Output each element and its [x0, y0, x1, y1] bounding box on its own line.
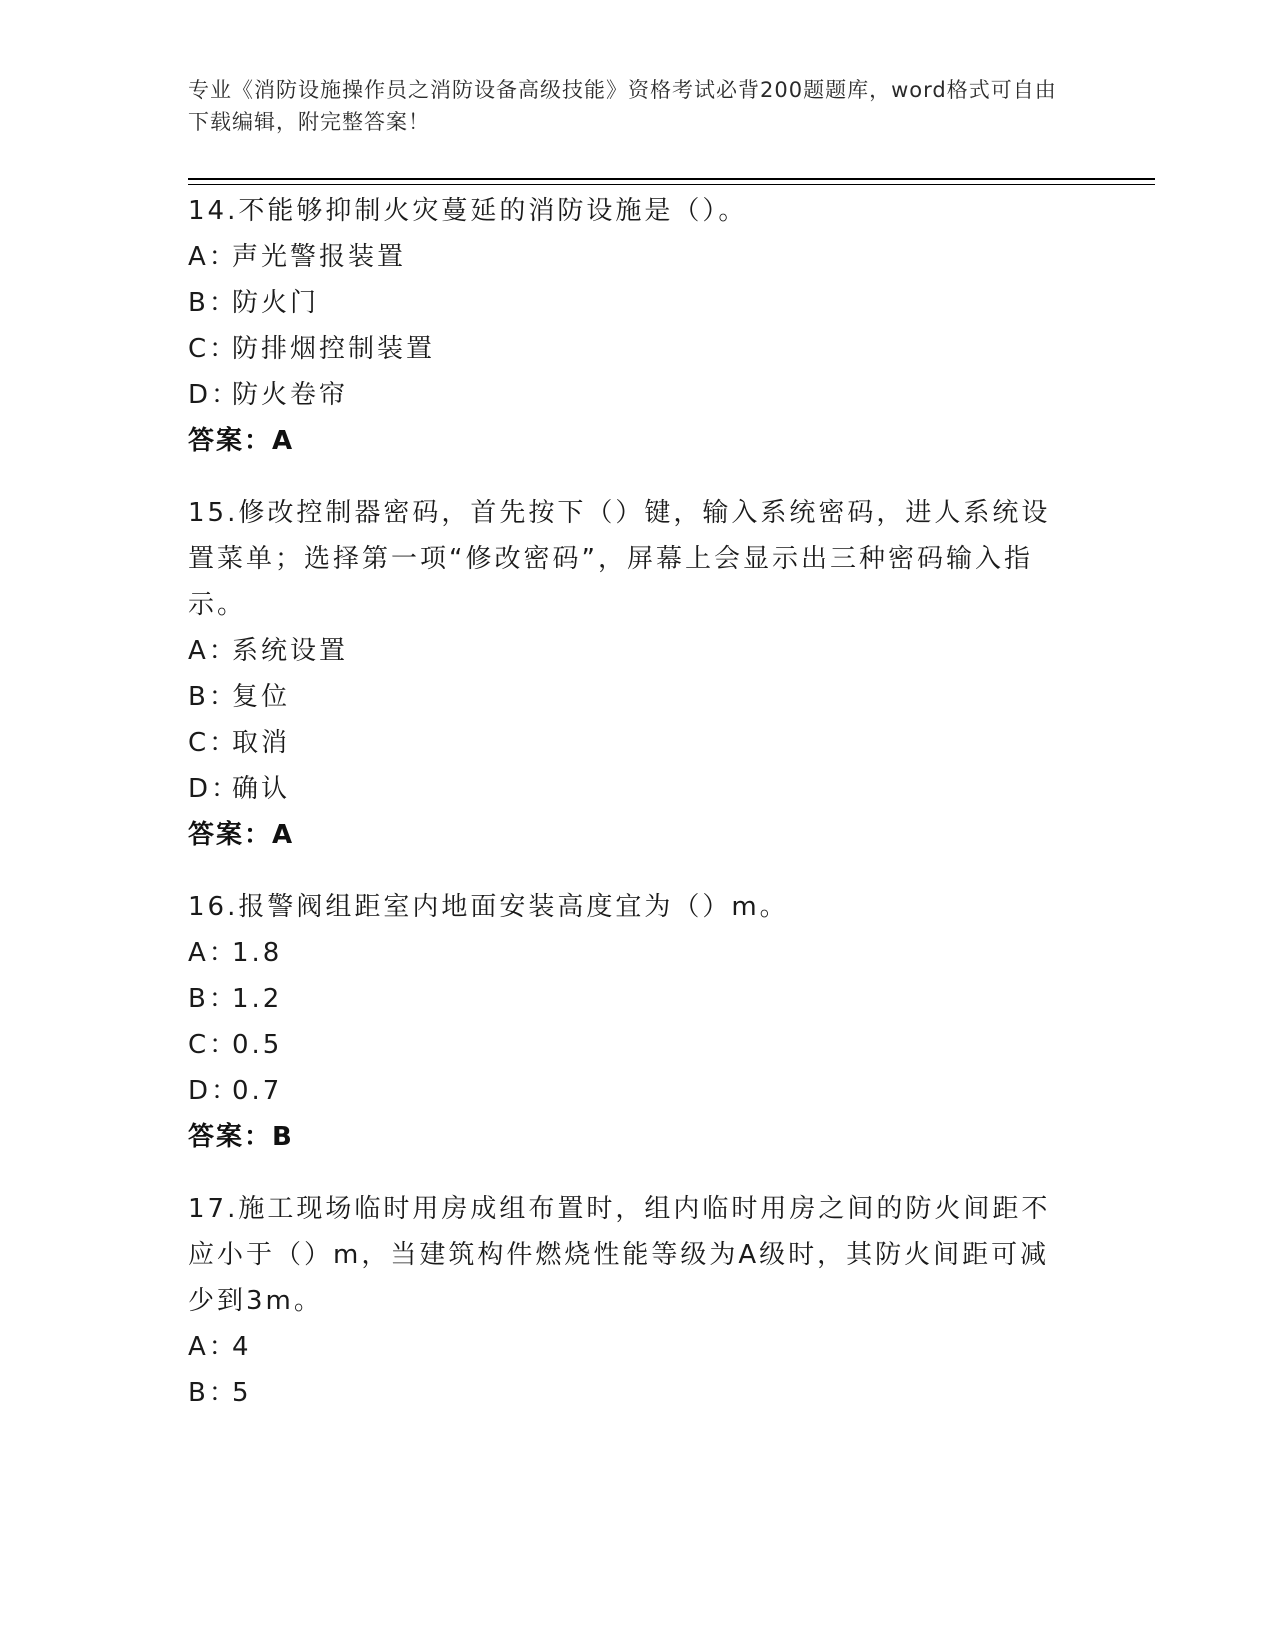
option-key: C：	[188, 334, 239, 364]
option-text: 确认	[232, 774, 291, 804]
answer-value: B	[272, 1122, 294, 1152]
option-key: C：	[188, 1030, 239, 1060]
question-stem: 17.施工现场临时用房成组布置时，组内临时用房之间的防火间距不应小于（）m，当建筑构件燃烧性能等级为A级时，其防火间距可减少到3m。	[188, 1194, 1051, 1316]
answer-line	[188, 1114, 1088, 1160]
question-16	[188, 884, 1088, 1160]
option-key: B：	[188, 682, 238, 712]
option-key: A：	[188, 636, 238, 666]
option-text: 0.7	[232, 1076, 283, 1106]
option-text: 0.5	[232, 1030, 283, 1060]
option-b	[188, 674, 1088, 720]
answer-line	[188, 418, 1088, 464]
option-b	[188, 280, 1088, 326]
option-text: 复位	[232, 682, 291, 712]
option-text: 防火门	[232, 288, 320, 318]
option-d	[188, 766, 1088, 812]
option-text: 防排烟控制装置	[232, 334, 436, 364]
option-text: 取消	[232, 728, 291, 758]
option-text: 系统设置	[232, 636, 349, 666]
option-text: 1.8	[232, 938, 283, 968]
option-text: 声光警报装置	[232, 242, 407, 272]
option-d	[188, 1068, 1088, 1114]
option-a	[188, 1324, 1088, 1370]
option-key: A：	[188, 1332, 238, 1362]
option-key: A：	[188, 242, 238, 272]
option-text: 防火卷帘	[232, 380, 349, 410]
option-a	[188, 234, 1088, 280]
document-header: 专业《消防设施操作员之消防设备高级技能》资格考试必背200题题库，word格式可自由下载编辑，附完整答案！	[188, 78, 1057, 134]
option-key: B：	[188, 984, 238, 1014]
option-key: B：	[188, 1378, 238, 1408]
option-text: 5	[232, 1378, 252, 1408]
answer-value: A	[272, 426, 295, 456]
option-c	[188, 1022, 1088, 1068]
answer-line	[188, 812, 1088, 858]
question-list	[188, 188, 1088, 1442]
question-stem: 16.报警阀组距室内地面安装高度宜为（）m。	[188, 892, 789, 922]
answer-label: 答案：	[188, 820, 273, 850]
question-14	[188, 188, 1088, 464]
header-divider-thick	[188, 178, 1155, 180]
option-b	[188, 976, 1088, 1022]
question-stem: 14.不能够抑制火灾蔓延的消防设施是（）。	[188, 196, 748, 226]
option-key: C：	[188, 728, 239, 758]
option-c	[188, 720, 1088, 766]
question-stem: 15.修改控制器密码，首先按下（）键，输入系统密码，进人系统设置菜单；选择第一项“修改密码”，屏幕上会显示出三种密码输入指示。	[188, 498, 1051, 620]
question-17	[188, 1186, 1088, 1416]
option-c	[188, 326, 1088, 372]
option-key: D：	[188, 380, 241, 410]
answer-label: 答案：	[188, 426, 273, 456]
option-key: D：	[188, 1076, 241, 1106]
option-a	[188, 930, 1088, 976]
option-a	[188, 628, 1088, 674]
option-key: B：	[188, 288, 238, 318]
answer-value: A	[272, 820, 295, 850]
option-text: 1.2	[232, 984, 283, 1014]
question-15	[188, 490, 1088, 858]
option-key: A：	[188, 938, 238, 968]
option-text: 4	[232, 1332, 252, 1362]
answer-label: 答案：	[188, 1122, 273, 1152]
option-d	[188, 372, 1088, 418]
option-key: D：	[188, 774, 241, 804]
header-divider-thin	[188, 184, 1155, 185]
option-b	[188, 1370, 1088, 1416]
